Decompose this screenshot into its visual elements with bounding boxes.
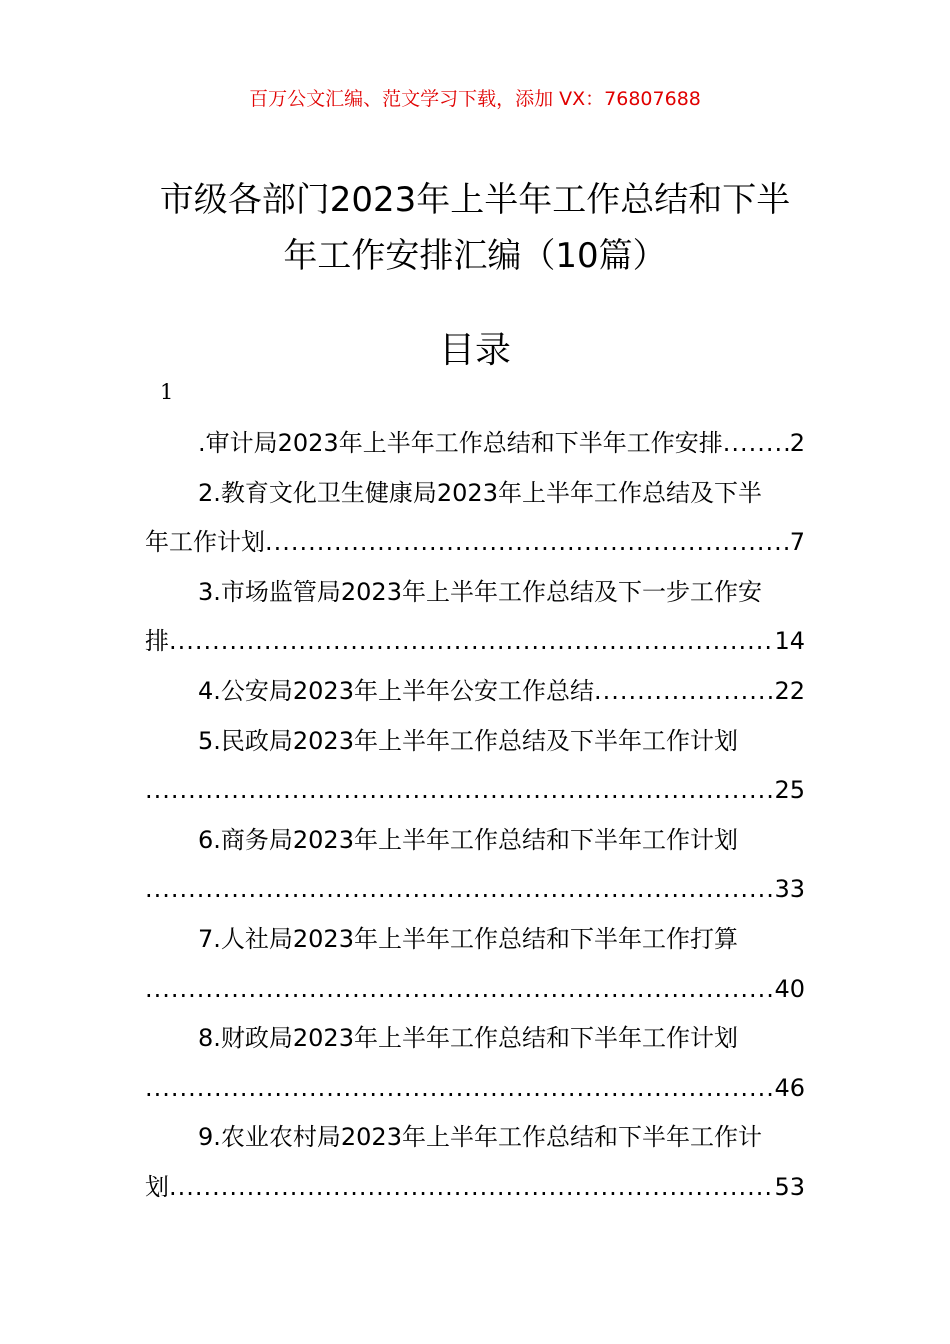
toc-entry-2[interactable] bbox=[145, 469, 805, 568]
toc-leader-dots bbox=[145, 1064, 774, 1114]
toc-entry-title: 2.教育文化卫生健康局2023年上半年工作总结及下半 bbox=[198, 478, 762, 507]
toc-entry-page: 2 bbox=[789, 429, 805, 457]
toc-entry-page: 46 bbox=[774, 1073, 805, 1102]
toc-entry-8[interactable] bbox=[145, 1014, 805, 1113]
toc-entry-title: 7.人社局2023年上半年工作总结和下半年工作打算 bbox=[198, 924, 738, 953]
toc-entry-title-cont: 划 bbox=[145, 1172, 169, 1201]
toc-entry-4[interactable] bbox=[145, 667, 805, 717]
toc-leader-dots bbox=[723, 419, 790, 469]
toc-entry-title-cont: 年工作计划 bbox=[145, 528, 265, 557]
table-of-contents bbox=[145, 419, 805, 1213]
toc-entry-title-cont: 排 bbox=[145, 627, 169, 656]
toc-leader-dots bbox=[169, 1163, 774, 1213]
toc-entry-page: 53 bbox=[774, 1172, 805, 1201]
promo-header: 百万公文汇编、范文学习下载，添加 VX：76807688 bbox=[249, 88, 701, 110]
toc-entry-title: 3.市场监管局2023年上半年工作总结及下一步工作安 bbox=[198, 577, 762, 606]
toc-entry-3[interactable] bbox=[145, 568, 805, 667]
toc-leader-dots bbox=[169, 617, 774, 667]
toc-entry-6[interactable] bbox=[145, 816, 805, 915]
toc-entry-title: 5.民政局2023年上半年工作总结及下半年工作计划 bbox=[198, 726, 738, 755]
toc-entry-page: 22 bbox=[774, 676, 805, 705]
toc-leader-dots bbox=[265, 518, 790, 568]
toc-entry-page: 33 bbox=[774, 875, 805, 904]
toc-leader-dots bbox=[145, 766, 774, 816]
toc-entry-title: 6.商务局2023年上半年工作总结和下半年工作计划 bbox=[198, 825, 738, 854]
toc-entry-page: 40 bbox=[774, 974, 805, 1003]
toc-leader-dots bbox=[145, 865, 774, 915]
toc-entry-5[interactable] bbox=[145, 717, 805, 816]
toc-entry-page: 14 bbox=[774, 627, 805, 656]
toc-entry-page: 25 bbox=[774, 776, 805, 805]
page-number: 1 bbox=[160, 380, 174, 404]
title-line-1: 市级各部门2023年上半年工作总结和下半 bbox=[159, 180, 791, 220]
document-title bbox=[130, 172, 820, 284]
toc-entry-page: 7 bbox=[789, 528, 805, 557]
toc-entry-title: 4.公安局2023年上半年公安工作总结 bbox=[198, 676, 594, 705]
toc-entry-title: 8.财政局2023年上半年工作总结和下半年工作计划 bbox=[198, 1024, 738, 1053]
toc-entry-title: 9.农业农村局2023年上半年工作总结和下半年工作计 bbox=[198, 1123, 762, 1152]
toc-heading: 目录 bbox=[438, 330, 511, 371]
toc-entry-1[interactable] bbox=[145, 419, 805, 469]
toc-leader-dots bbox=[594, 667, 774, 717]
toc-entry-9[interactable] bbox=[145, 1113, 805, 1212]
toc-entry-7[interactable] bbox=[145, 915, 805, 1014]
title-line-2: 年工作安排汇编（10篇） bbox=[283, 236, 667, 276]
toc-leader-dots bbox=[145, 965, 774, 1015]
toc-entry-title: .审计局2023年上半年工作总结和下半年工作安排 bbox=[198, 429, 723, 457]
